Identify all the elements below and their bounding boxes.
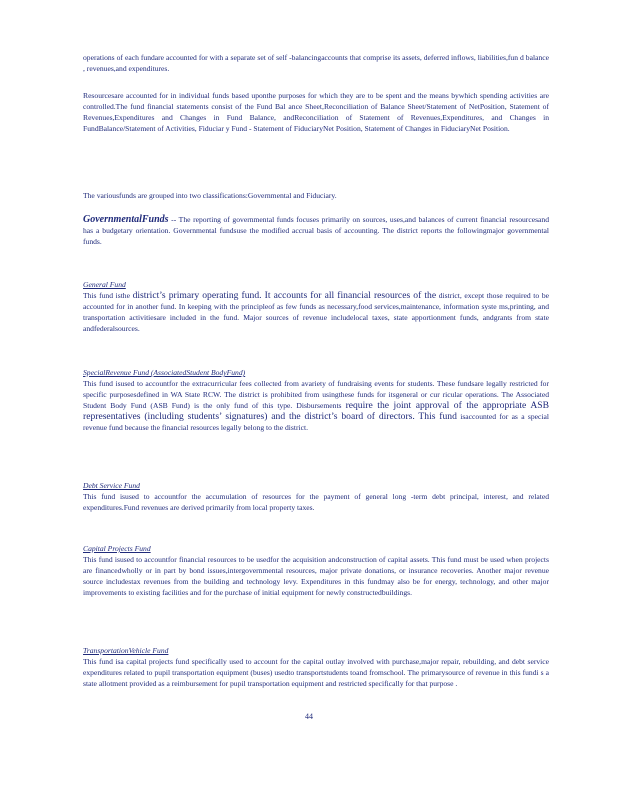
resources-paragraph [83,90,549,134]
special-revenue-text-1: This fund isused to accountfor the extracurricular fees collected from avariety of fundraising events for students. These fundsare legally restricted for specific purposesdefined in WA State RCW. The district is prohibited from usingthese funds for itsgeneral or cur ricular operations. The Associated Student Body Fund (ASB Fund) is the only fund of this type. Disbursements [83,379,549,410]
special-revenue-text-2: isaccounted for as a special revenue fund because the financial resources legally belong to the district. [83,412,549,432]
page-number: 44 [305,712,313,721]
capital-projects-text: This fund isused to accountfor financial resources to be usedfor the acquisition andconstruction of capital assets. This fund must be used when projects are financedwholly or in part by bond issues,intergovernmental resources, major private donations, or insurance recoveries. Another major revenue source includestax revenues from the building and technology levy. Expenditures in this fundmay also be for energy, technology, and other major improvements to existing facilities and for the purchase of initial equipment for newly constructedbuildings. [83,555,549,597]
transportation-heading: TransportationVehicle Fund [83,646,169,655]
general-fund-text-2: district, except those required to be accounted for in another fund. In keeping with the principleof as few funds as necessary,food services,maintenance, information syste ms,printing, and transportation activitiesare included in the fund. Major sources of revenue includelocal taxes, state apportionment funds, andgrants from state andfederalsources. [83,291,549,333]
governmental-funds-lead: GovernmentalFunds [83,214,169,225]
capital-projects-heading: Capital Projects Fund [83,544,151,553]
special-revenue-text-large: require the joint approval of the appropriate ASB representatives (including students’ signatures) and the district’s board of directors. This fund [83,400,549,422]
general-fund-section [83,279,549,334]
debt-service-heading: Debt Service Fund [83,481,140,490]
special-revenue-section [83,367,549,433]
transportation-text: This fund isa capital projects fund specifically used to account for the capital outlay involved with purchase,major repair, rebuilding, and debt service expenditures related to pupil transportation equipment (buses) usedto transportstudents toand fromschool. The primarysource of revenue in this fundi s a state allotment provided as a reimbursement for pupil transportation equipment and restricted specifically for that purpose . [83,657,549,688]
resources-text: Resourcesare accounted for in individual funds based uponthe purposes for which they are to be spent and the means bywhich spending activities are controlled.The fund financial statements consist of the Fund Bal ance Sheet,Reconciliation of Balance Sheet/Statement of NetPosition, Statement of Revenues,Expenditures and Changes in Fund Balance, andReconciliation of Statement of Revenues,Expenditures, and Changes in FundBalance/Statement of Activities, Fiduciar y Fund - Statement of FiduciaryNet Position, Statement of Changes in FiduciaryNet Position. [83,91,549,133]
capital-projects-section [83,543,549,598]
general-fund-heading: General Fund [83,280,126,289]
general-fund-text-large: district’s primary operating fund. It accounts for all financial resources of the [132,290,437,301]
grouped-text: The variousfunds are grouped into two classifications:Governmental and Fiduciary. [83,191,337,200]
governmental-funds-text: -- The reporting of governmental funds focuses primarily on sources, uses,and balances of current financial resourcesand has a budgetary orientation. Governmental fundsuse the modified accrual basis of accounting. The district reports the followingmajor governmental funds. [83,215,549,246]
intro-text: operations of each fundare accounted for with a separate set of self -balancingaccounts that comprise its assets, deferred inflows, liabilities,fun d balance , revenues,and expenditures. [83,53,549,73]
general-fund-text-1: This fund isthe [83,291,133,300]
debt-service-section [83,480,549,513]
grouped-paragraph [83,190,549,201]
debt-service-text: This fund isused to accountfor the accumulation of resources for the payment of general long -term debt principal, interest, and related expenditures.Fund revenues are derived primarily from local property taxes. [83,492,549,512]
special-revenue-heading: SpecialRevenue Fund (AssociatedStudent BodyFund) [83,368,246,377]
intro-paragraph [83,52,549,74]
transportation-section [83,645,549,689]
governmental-funds-paragraph [83,214,549,247]
